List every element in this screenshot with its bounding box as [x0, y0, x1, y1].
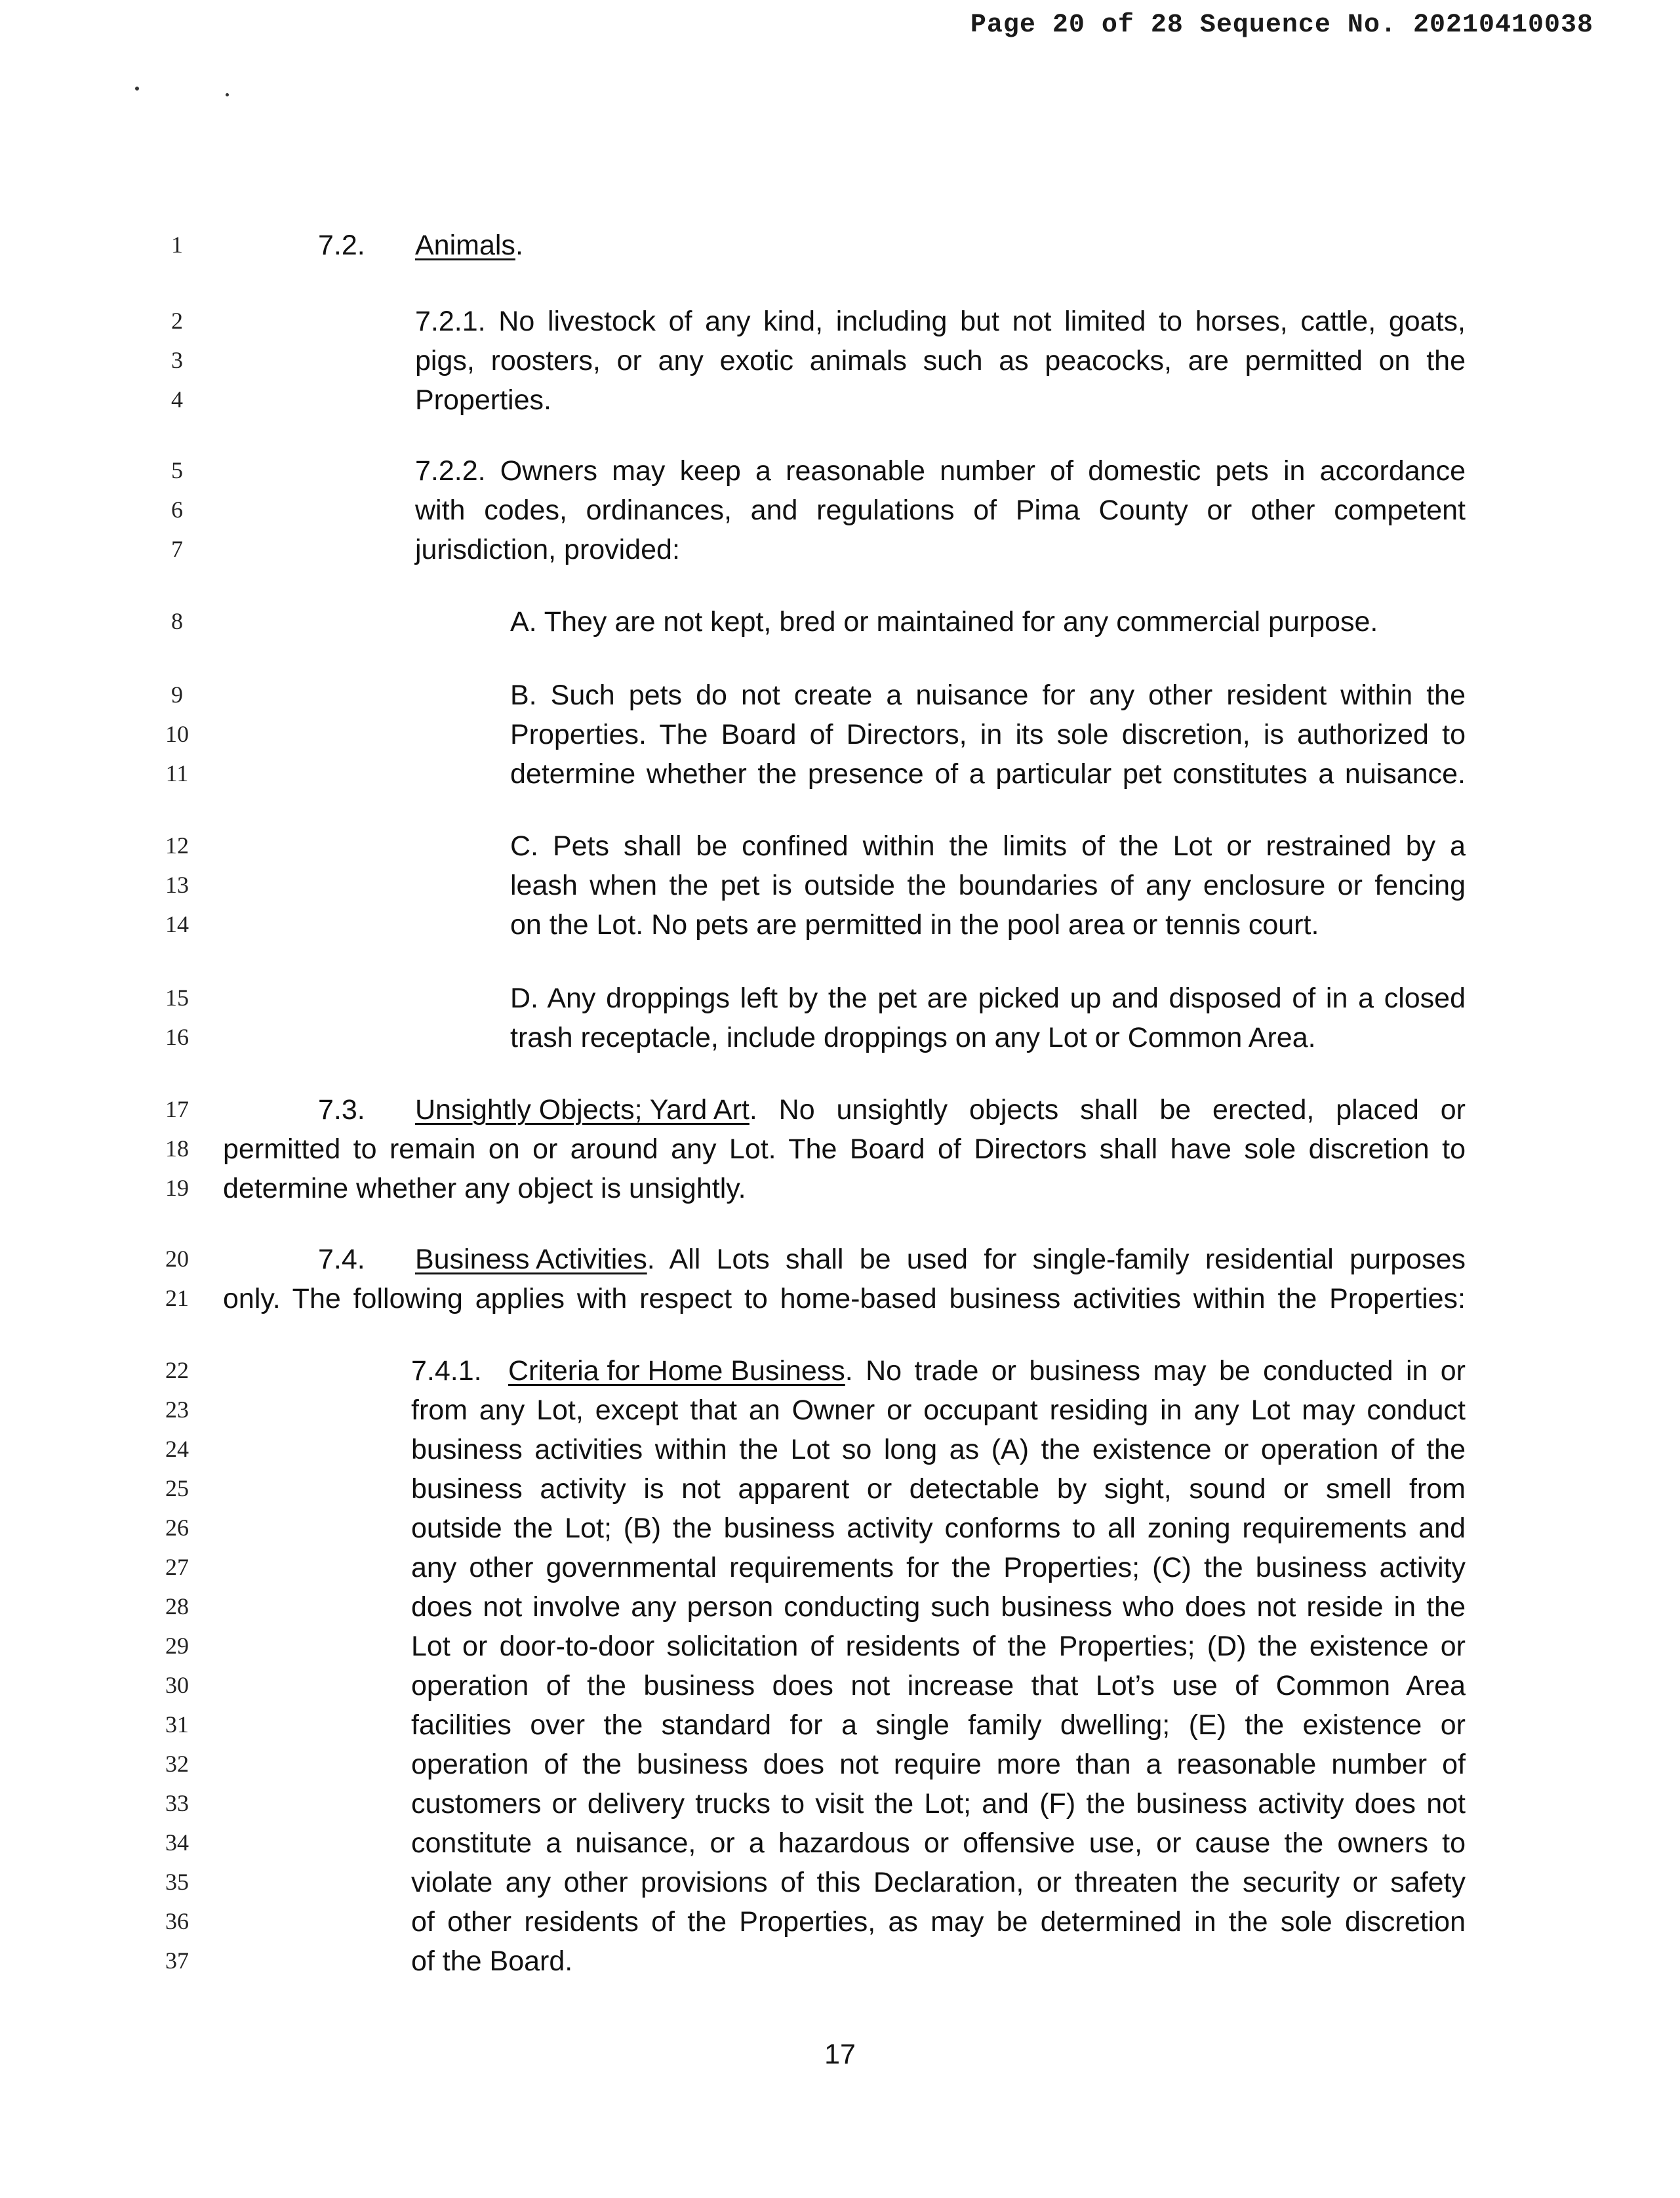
text-line: outside the Lot; (B) the business activity conforms to all zoning requirements and	[411, 1513, 1466, 1544]
text-line: only. The following applies with respect to home-based business activities within the Properties:	[223, 1283, 1466, 1314]
line-number: 34	[165, 1829, 189, 1856]
line-number: 15	[165, 985, 189, 1011]
text-line: with codes, ordinances, and regulations of Pima County or other competent	[415, 495, 1466, 526]
text-line: Lot or door-to-door solicitation of residents of the Properties; (D) the existence or	[411, 1631, 1466, 1662]
text-line: C. Pets shall be confined within the limits of the Lot or restrained by a	[510, 830, 1466, 862]
text-line: 7.2.1. No livestock of any kind, including but not limited to horses, cattle, goats,	[415, 306, 1466, 337]
line-number: 30	[165, 1672, 189, 1698]
text-line: trash receptacle, include droppings on any Lot or Common Area.	[510, 1022, 1316, 1053]
text-line: B. Such pets do not create a nuisance for any other resident within the	[510, 680, 1466, 711]
text-line: leash when the pet is outside the boundaries of any enclosure or fencing	[510, 870, 1466, 901]
text-line: business activities within the Lot so long as (A) the existence or operation of the	[411, 1434, 1466, 1465]
line-number: 16	[165, 1024, 189, 1050]
text-line: on the Lot. No pets are permitted in the pool area or tennis court.	[510, 909, 1319, 941]
line-number: 24	[165, 1436, 189, 1462]
line-number: 11	[165, 760, 189, 786]
section-title: Criteria for Home Business	[508, 1355, 845, 1387]
text-line: facilities over the standard for a single family dwelling; (E) the existence or	[411, 1709, 1466, 1741]
line-number: 33	[165, 1790, 189, 1816]
line-number: 36	[165, 1908, 189, 1934]
line-number: 21	[165, 1285, 189, 1311]
text-line: of the Board.	[411, 1945, 573, 1977]
text-line: D. Any droppings left by the pet are picked up and disposed of in a closed	[510, 983, 1466, 1014]
section-number: 7.2.	[318, 230, 365, 261]
line-number: 19	[165, 1175, 189, 1201]
text-line: permitted to remain on or around any Lot. The Board of Directors shall have sole discretion to	[223, 1133, 1466, 1165]
line-number: 25	[165, 1475, 189, 1501]
line-number: 27	[165, 1554, 189, 1580]
section-7-4-first-line	[318, 1242, 1466, 1276]
line-number: 35	[165, 1869, 189, 1895]
line-number: 23	[165, 1396, 189, 1423]
line-number: 10	[165, 721, 189, 747]
line-number: 37	[165, 1947, 189, 1974]
text-line: of other residents of the Properties, as may be determined in the sole discretion	[411, 1906, 1466, 1938]
text-line: does not involve any person conducting such business who does not reside in the	[411, 1591, 1466, 1623]
document-sequence-stamp: Page 20 of 28 Sequence No. 20210410038	[970, 10, 1593, 40]
section-number: 7.4.1.	[411, 1355, 482, 1387]
text-line: . All Lots shall be used for single-family residential purposes	[647, 1244, 1466, 1275]
section-7-3-first-line	[318, 1093, 1466, 1127]
section-7-4-1-first-line	[411, 1354, 1466, 1388]
line-number: 1	[171, 232, 183, 258]
line-number: 26	[165, 1515, 189, 1541]
text-line: constitute a nuisance, or a hazardous or offensive use, or cause the owners to	[411, 1827, 1466, 1859]
text-line: Properties. The Board of Directors, in its sole discretion, is authorized to	[510, 719, 1466, 750]
text-line: violate any other provisions of this Declaration, or threaten the security or safety	[411, 1867, 1466, 1898]
text-line: from any Lot, except that an Owner or occupant residing in any Lot may conduct	[411, 1394, 1466, 1426]
line-number: 18	[165, 1135, 189, 1162]
text-line: operation of the business does not require more than a reasonable number of	[411, 1749, 1466, 1780]
line-number: 13	[165, 872, 189, 898]
line-number: 17	[165, 1096, 189, 1122]
line-number: 8	[171, 608, 183, 634]
line-number: 14	[165, 911, 189, 937]
text-line: Properties.	[415, 384, 551, 416]
line-number: 22	[165, 1357, 189, 1383]
text-line: any other governmental requirements for the Properties; (C) the business activity	[411, 1552, 1466, 1583]
text-line: determine whether the presence of a particular pet constitutes a nuisance.	[510, 758, 1466, 790]
scan-speck	[226, 93, 229, 96]
section-number: 7.3.	[318, 1094, 365, 1126]
section-title: Business Activities	[415, 1244, 647, 1275]
text-line: operation of the business does not increase that Lot’s use of Common Area	[411, 1670, 1466, 1701]
page-number: 17	[824, 2039, 856, 2070]
section-title: Unsightly Objects; Yard Art	[415, 1094, 750, 1126]
line-number: 5	[171, 457, 183, 483]
text-line: customers or delivery trucks to visit the Lot; and (F) the business activity does not	[411, 1788, 1466, 1820]
line-number: 3	[171, 347, 183, 373]
line-number: 9	[171, 682, 183, 708]
section-7-2-heading: 7.2. Animals.	[318, 230, 523, 261]
text-line: A. They are not kept, bred or maintained for any commercial purpose.	[510, 606, 1378, 638]
scan-speck	[135, 87, 139, 91]
line-number: 7	[171, 536, 183, 562]
section-number: 7.4.	[318, 1244, 365, 1275]
line-number: 6	[171, 497, 183, 523]
text-line: pigs, roosters, or any exotic animals such as peacocks, are permitted on the	[415, 345, 1466, 377]
text-line: jurisdiction, provided:	[415, 534, 680, 565]
line-number: 29	[165, 1633, 189, 1659]
line-number: 12	[165, 832, 189, 859]
line-number: 20	[165, 1246, 189, 1272]
line-number: 4	[171, 386, 183, 413]
section-title: Animals	[415, 230, 515, 261]
text-line: determine whether any object is unsightly.	[223, 1173, 746, 1204]
line-number: 28	[165, 1593, 189, 1619]
text-line: 7.2.2. Owners may keep a reasonable number of domestic pets in accordance	[415, 455, 1466, 487]
text-line: . No unsightly objects shall be erected, placed or	[749, 1094, 1466, 1126]
text-line: business activity is not apparent or detectable by sight, sound or smell from	[411, 1473, 1466, 1505]
text-line: . No trade or business may be conducted in or	[845, 1355, 1466, 1387]
line-number: 32	[165, 1751, 189, 1777]
line-number: 2	[171, 308, 183, 334]
line-number: 31	[165, 1711, 189, 1738]
